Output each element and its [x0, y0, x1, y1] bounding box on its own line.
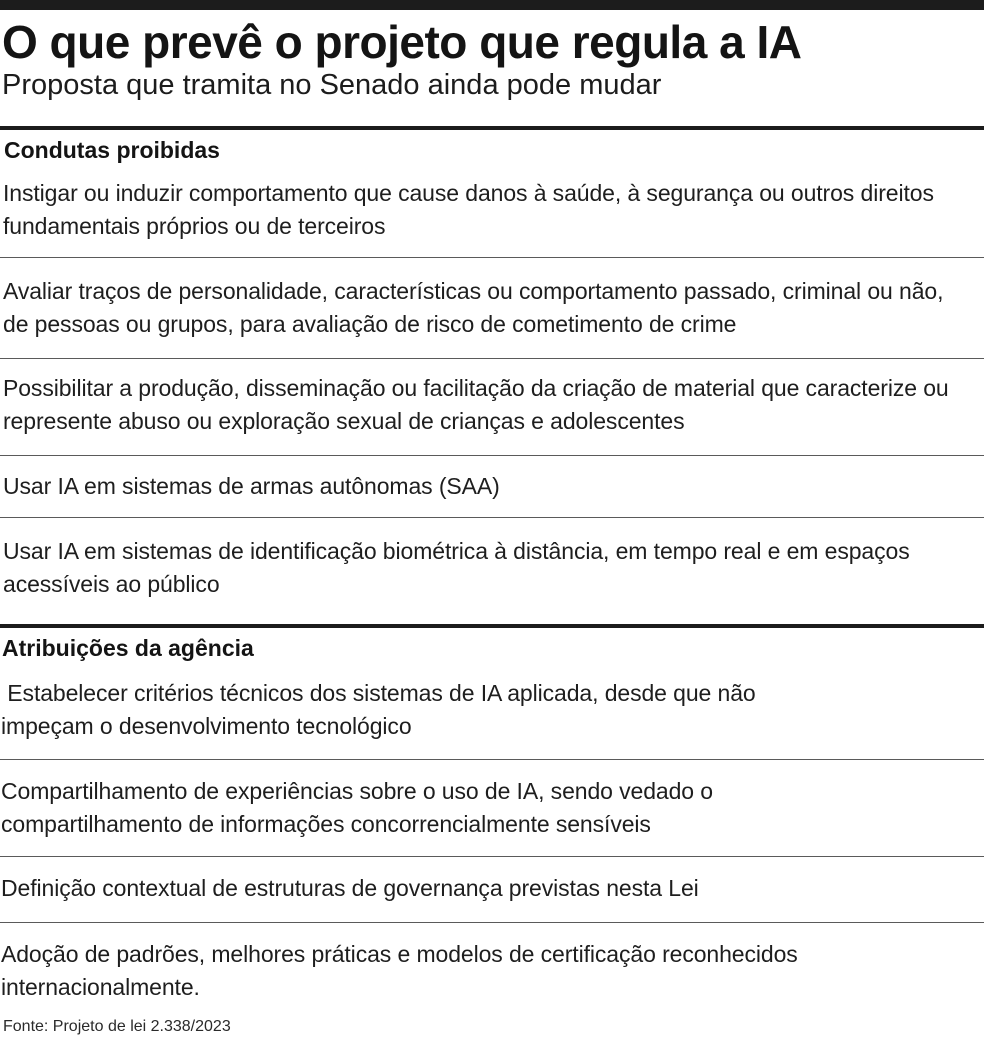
agency-duty-item: Adoção de padrões, melhores práticas e modelos de certificação reconhecidos internacionalmente.: [1, 941, 798, 1000]
section-heading-condutas-proibidas: Condutas proibidas: [4, 137, 220, 163]
agency-duty-item: Estabelecer critérios técnicos dos sistemas de IA aplicada, desde que não impeçam o desenvolvimento tecnológico: [1, 680, 762, 739]
prohibited-conduct-item: Avaliar traços de personalidade, características ou comportamento passado, criminal ou não, de pessoas ou grupos, para avaliação de risco de cometimento de crime: [3, 278, 944, 337]
source-note: Fonte: Projeto de lei 2.338/2023: [3, 1018, 231, 1035]
item-divider: [0, 455, 984, 456]
agency-duty-item: Definição contextual de estruturas de governança previstas nesta Lei: [1, 875, 699, 901]
item-divider: [0, 856, 984, 857]
prohibited-conduct-item: Instigar ou induzir comportamento que cause danos à saúde, à segurança ou outros direitos fundamentais próprios ou de terceiros: [3, 180, 934, 239]
prohibited-conduct-item: Possibilitar a produção, disseminação ou facilitação da criação de material que caracterize ou represente abuso ou exploração sexual de crianças e adolescentes: [3, 375, 949, 434]
prohibited-conduct-item: Usar IA em sistemas de identificação biométrica à distância, em tempo real e em espaços acessíveis ao público: [3, 538, 910, 597]
item-divider: [0, 358, 984, 359]
item-divider: [0, 922, 984, 923]
page-subtitle: Proposta que tramita no Senado ainda pode mudar: [2, 69, 662, 101]
top-rule: [0, 0, 984, 10]
item-divider: [0, 759, 984, 760]
section-rule: [0, 126, 984, 130]
page-title: O que prevê o projeto que regula a IA: [2, 16, 802, 68]
item-divider: [0, 257, 984, 258]
prohibited-conduct-item: Usar IA em sistemas de armas autônomas (SAA): [3, 473, 500, 499]
agency-duty-item: Compartilhamento de experiências sobre o uso de IA, sendo vedado o compartilhamento de informações concorrencialmente sensíveis: [1, 778, 713, 837]
section-rule: [0, 624, 984, 628]
item-divider: [0, 517, 984, 518]
section-heading-atribuicoes-agencia: Atribuições da agência: [2, 635, 254, 661]
